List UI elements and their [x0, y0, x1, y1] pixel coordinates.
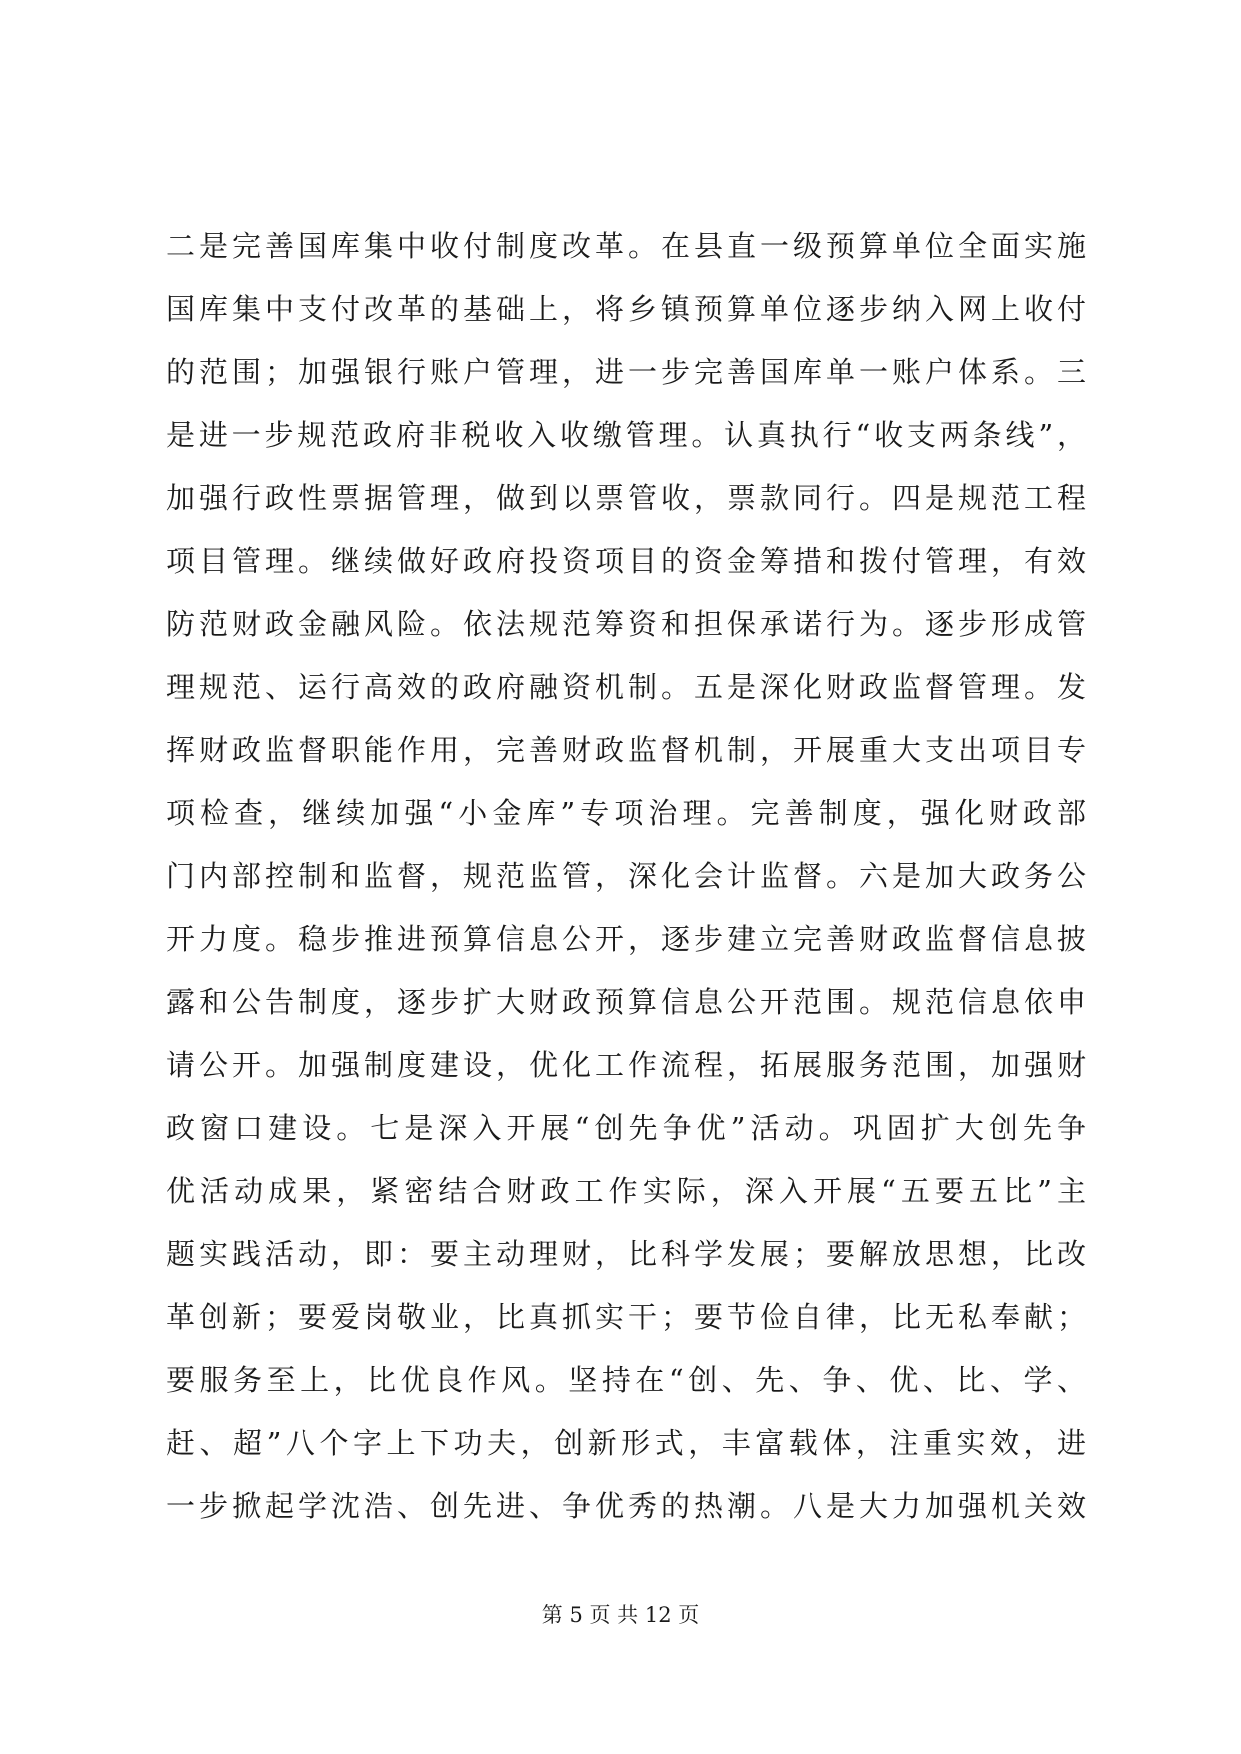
text-line: 一步掀起学沈浩、创先进、争优秀的热潮。八是大力加强机关效 — [166, 1489, 1086, 1523]
text-line: 优活动成果，紧密结合财政工作实际，深入开展“五要五比”主 — [166, 1174, 1086, 1208]
text-line: 请公开。加强制度建设，优化工作流程，拓展服务范围，加强财 — [166, 1048, 1086, 1082]
text-line: 题实践活动，即：要主动理财，比科学发展；要解放思想，比改 — [166, 1237, 1086, 1271]
text-line: 理规范、运行高效的政府融资机制。五是深化财政监督管理。发 — [166, 670, 1086, 704]
text-line: 露和公告制度，逐步扩大财政预算信息公开范围。规范信息依申 — [166, 985, 1086, 1019]
text-line: 二是完善国库集中收付制度改革。在县直一级预算单位全面实施 — [166, 229, 1086, 263]
text-line: 防范财政金融风险。依法规范筹资和担保承诺行为。逐步形成管 — [166, 607, 1086, 641]
text-line: 加强行政性票据管理，做到以票管收，票款同行。四是规范工程 — [166, 481, 1086, 515]
text-line: 是进一步规范政府非税收入收缴管理。认真执行“收支两条线”， — [166, 418, 1086, 452]
text-line: 国库集中支付改革的基础上，将乡镇预算单位逐步纳入网上收付 — [166, 292, 1086, 326]
text-line: 项目管理。继续做好政府投资项目的资金筹措和拨付管理，有效 — [166, 544, 1086, 578]
text-line: 要服务至上，比优良作风。坚持在“创、先、争、优、比、学、 — [166, 1363, 1086, 1397]
text-line: 开力度。稳步推进预算信息公开，逐步建立完善财政监督信息披 — [166, 922, 1086, 956]
text-line: 政窗口建设。七是深入开展“创先争优”活动。巩固扩大创先争 — [166, 1111, 1086, 1145]
text-line: 挥财政监督职能作用，完善财政监督机制，开展重大支出项目专 — [166, 733, 1086, 767]
body-paragraph — [166, 227, 1086, 1550]
page-number-footer: 第 5 页 共 12 页 — [541, 1603, 700, 1627]
text-line: 门内部控制和监督，规范监管，深化会计监督。六是加大政务公 — [166, 859, 1086, 893]
text-line: 的范围；加强银行账户管理，进一步完善国库单一账户体系。三 — [166, 355, 1086, 389]
text-line: 革创新；要爱岗敬业，比真抓实干；要节俭自律，比无私奉献； — [166, 1300, 1086, 1334]
text-line: 赶、超”八个字上下功夫，创新形式，丰富载体，注重实效，进 — [166, 1426, 1086, 1460]
text-line: 项检查，继续加强“小金库”专项治理。完善制度，强化财政部 — [166, 796, 1086, 830]
